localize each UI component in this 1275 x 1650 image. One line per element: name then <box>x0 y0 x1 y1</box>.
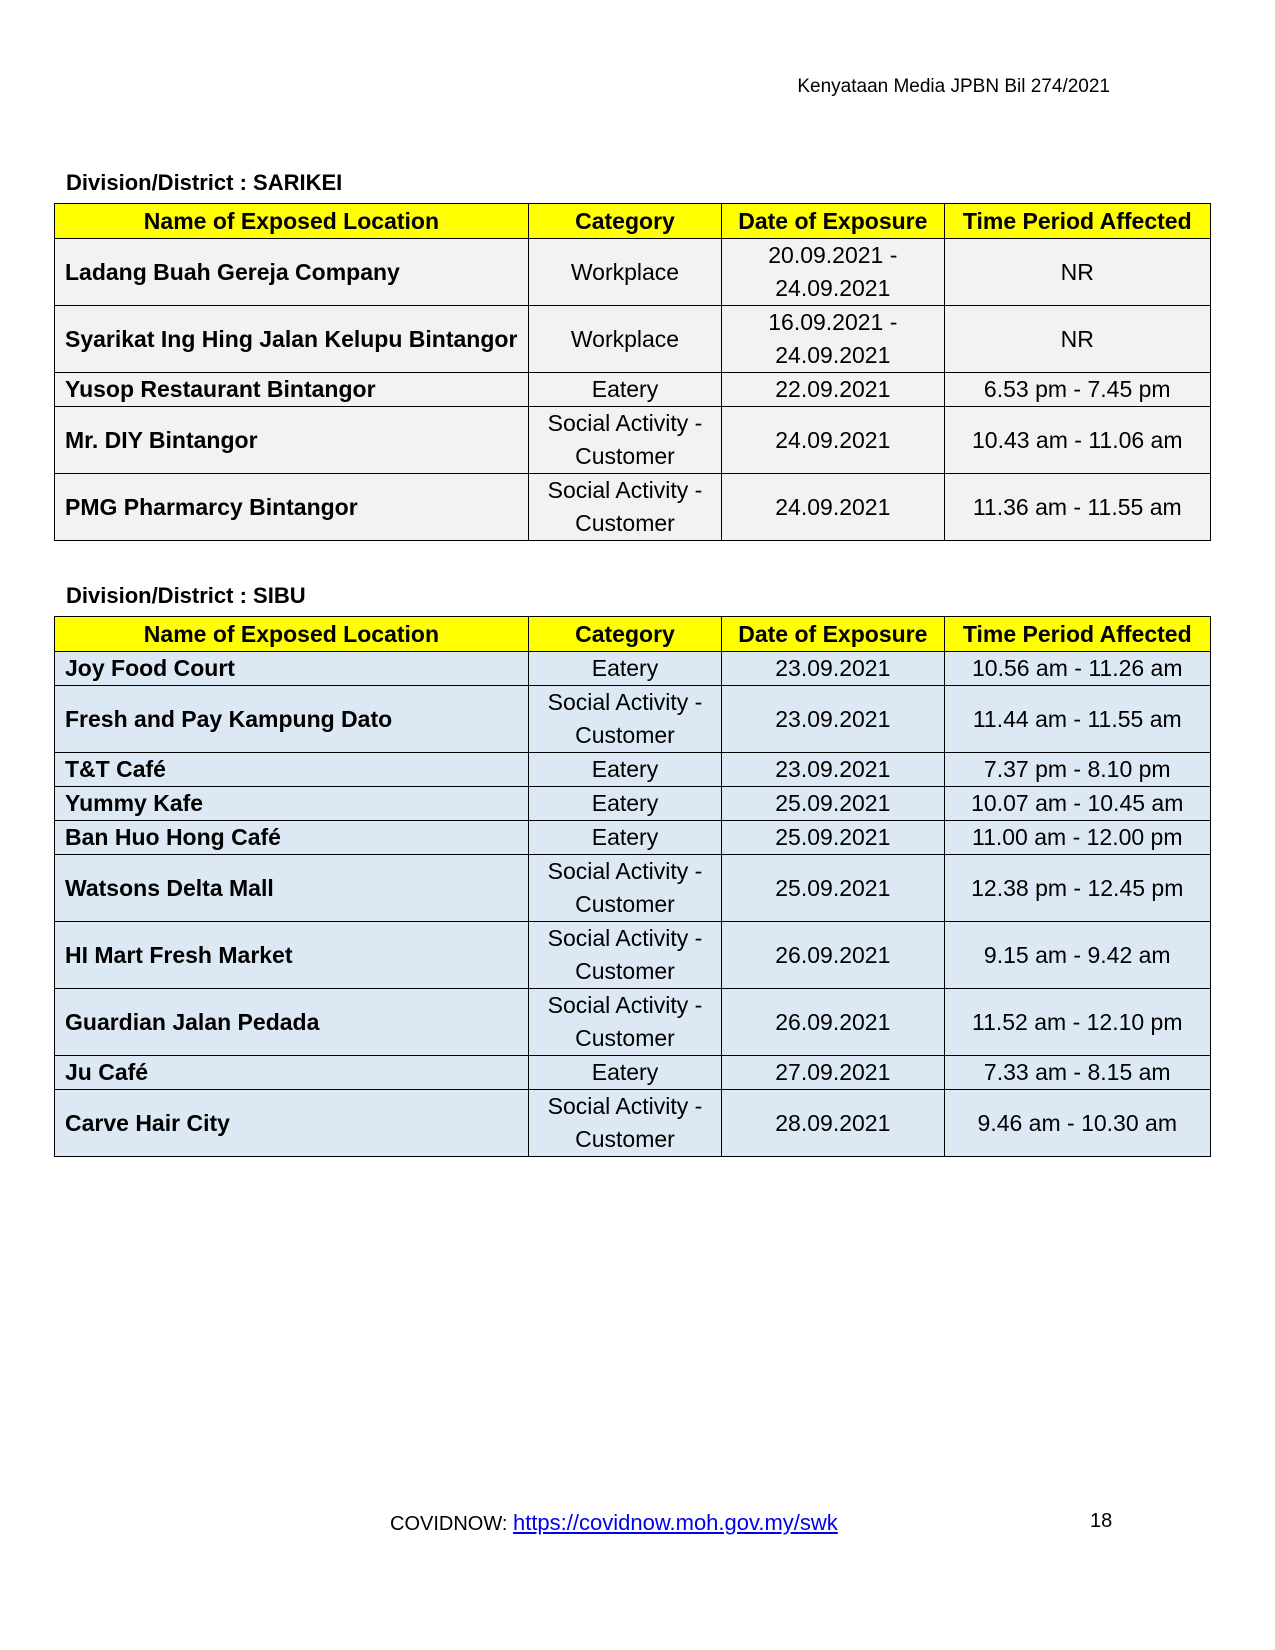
cell-category: Workplace <box>528 239 721 306</box>
cell-time: 9.15 am - 9.42 am <box>944 922 1210 989</box>
cell-location: Ju Café <box>55 1056 529 1090</box>
footer-label: COVIDNOW: <box>390 1513 513 1535</box>
section-title-sarikei: Division/District : SARIKEI <box>66 170 343 195</box>
cell-date: 25.09.2021 <box>722 821 944 855</box>
cell-time: NR <box>944 239 1210 306</box>
cell-location: Fresh and Pay Kampung Dato <box>55 686 529 753</box>
cell-location: Yummy Kafe <box>55 787 529 821</box>
cell-date: 23.09.2021 <box>722 686 944 753</box>
cell-category: Eatery <box>528 652 721 686</box>
cell-time: 10.43 am - 11.06 am <box>944 407 1210 474</box>
cell-date: 26.09.2021 <box>722 989 944 1056</box>
cell-location: Watsons Delta Mall <box>55 855 529 922</box>
cell-category: Social Activity - Customer <box>528 989 721 1056</box>
table-header-row <box>55 617 1211 652</box>
cell-category: Social Activity - Customer <box>528 474 721 541</box>
cell-date: 24.09.2021 <box>722 407 944 474</box>
cell-date: 22.09.2021 <box>722 373 944 407</box>
cell-location: Ladang Buah Gereja Company <box>55 239 529 306</box>
cell-category: Workplace <box>528 306 721 373</box>
column-header-date: Date of Exposure <box>722 204 944 239</box>
cell-date: 24.09.2021 <box>722 474 944 541</box>
table-row <box>55 239 1211 306</box>
table-row <box>55 1056 1211 1090</box>
cell-date: 16.09.2021 - 24.09.2021 <box>722 306 944 373</box>
cell-location: Syarikat Ing Hing Jalan Kelupu Bintangor <box>55 306 529 373</box>
cell-time: 12.38 pm - 12.45 pm <box>944 855 1210 922</box>
cell-category: Social Activity - Customer <box>528 855 721 922</box>
section-title-sibu: Division/District : SIBU <box>66 583 306 608</box>
cell-category: Eatery <box>528 1056 721 1090</box>
column-header-date: Date of Exposure <box>722 617 944 652</box>
cell-location: T&T Café <box>55 753 529 787</box>
exposure-table-sibu <box>54 616 1211 1157</box>
cell-time: 11.36 am - 11.55 am <box>944 474 1210 541</box>
cell-time: 10.56 am - 11.26 am <box>944 652 1210 686</box>
column-header-location: Name of Exposed Location <box>55 617 529 652</box>
cell-category: Eatery <box>528 753 721 787</box>
cell-location: Mr. DIY Bintangor <box>55 407 529 474</box>
cell-time: 11.52 am - 12.10 pm <box>944 989 1210 1056</box>
cell-date: 25.09.2021 <box>722 787 944 821</box>
cell-category: Social Activity - Customer <box>528 686 721 753</box>
cell-time: 11.44 am - 11.55 am <box>944 686 1210 753</box>
table-row <box>55 1090 1211 1157</box>
table-row <box>55 474 1211 541</box>
cell-time: 9.46 am - 10.30 am <box>944 1090 1210 1157</box>
cell-location: Guardian Jalan Pedada <box>55 989 529 1056</box>
table-row <box>55 787 1211 821</box>
cell-location: Carve Hair City <box>55 1090 529 1157</box>
cell-date: 23.09.2021 <box>722 652 944 686</box>
cell-category: Eatery <box>528 821 721 855</box>
column-header-time: Time Period Affected <box>944 617 1210 652</box>
table-row <box>55 821 1211 855</box>
page-number: 18 <box>1090 1510 1113 1532</box>
cell-date: 20.09.2021 - 24.09.2021 <box>722 239 944 306</box>
column-header-category: Category <box>528 204 721 239</box>
table-row <box>55 306 1211 373</box>
footer <box>390 1510 838 1536</box>
cell-category: Eatery <box>528 787 721 821</box>
table-row <box>55 373 1211 407</box>
cell-time: 7.37 pm - 8.10 pm <box>944 753 1210 787</box>
table-row <box>55 989 1211 1056</box>
cell-time: 7.33 am - 8.15 am <box>944 1056 1210 1090</box>
table-header-row <box>55 204 1211 239</box>
cell-time: 11.00 am - 12.00 pm <box>944 821 1210 855</box>
cell-time: 10.07 am - 10.45 am <box>944 787 1210 821</box>
cell-time: NR <box>944 306 1210 373</box>
cell-location: PMG Pharmarcy Bintangor <box>55 474 529 541</box>
table-row <box>55 652 1211 686</box>
cell-date: 28.09.2021 <box>722 1090 944 1157</box>
column-header-location: Name of Exposed Location <box>55 204 529 239</box>
cell-category: Eatery <box>528 373 721 407</box>
table-row <box>55 855 1211 922</box>
cell-category: Social Activity - Customer <box>528 1090 721 1157</box>
cell-location: HI Mart Fresh Market <box>55 922 529 989</box>
covidnow-link[interactable]: https://covidnow.moh.gov.my/swk <box>512 1510 838 1535</box>
cell-date: 23.09.2021 <box>722 753 944 787</box>
table-row <box>55 686 1211 753</box>
table-row <box>55 407 1211 474</box>
column-header-time: Time Period Affected <box>944 204 1210 239</box>
cell-category: Social Activity - Customer <box>528 922 721 989</box>
column-header-category: Category <box>528 617 721 652</box>
cell-location: Ban Huo Hong Café <box>55 821 529 855</box>
table-row <box>55 753 1211 787</box>
cell-location: Joy Food Court <box>55 652 529 686</box>
exposure-table-sarikei <box>54 203 1211 541</box>
cell-time: 6.53 pm - 7.45 pm <box>944 373 1210 407</box>
cell-date: 27.09.2021 <box>722 1056 944 1090</box>
cell-location: Yusop Restaurant Bintangor <box>55 373 529 407</box>
cell-date: 25.09.2021 <box>722 855 944 922</box>
cell-category: Social Activity - Customer <box>528 407 721 474</box>
cell-date: 26.09.2021 <box>722 922 944 989</box>
table-row <box>55 922 1211 989</box>
document-reference: Kenyataan Media JPBN Bil 274/2021 <box>797 76 1110 97</box>
